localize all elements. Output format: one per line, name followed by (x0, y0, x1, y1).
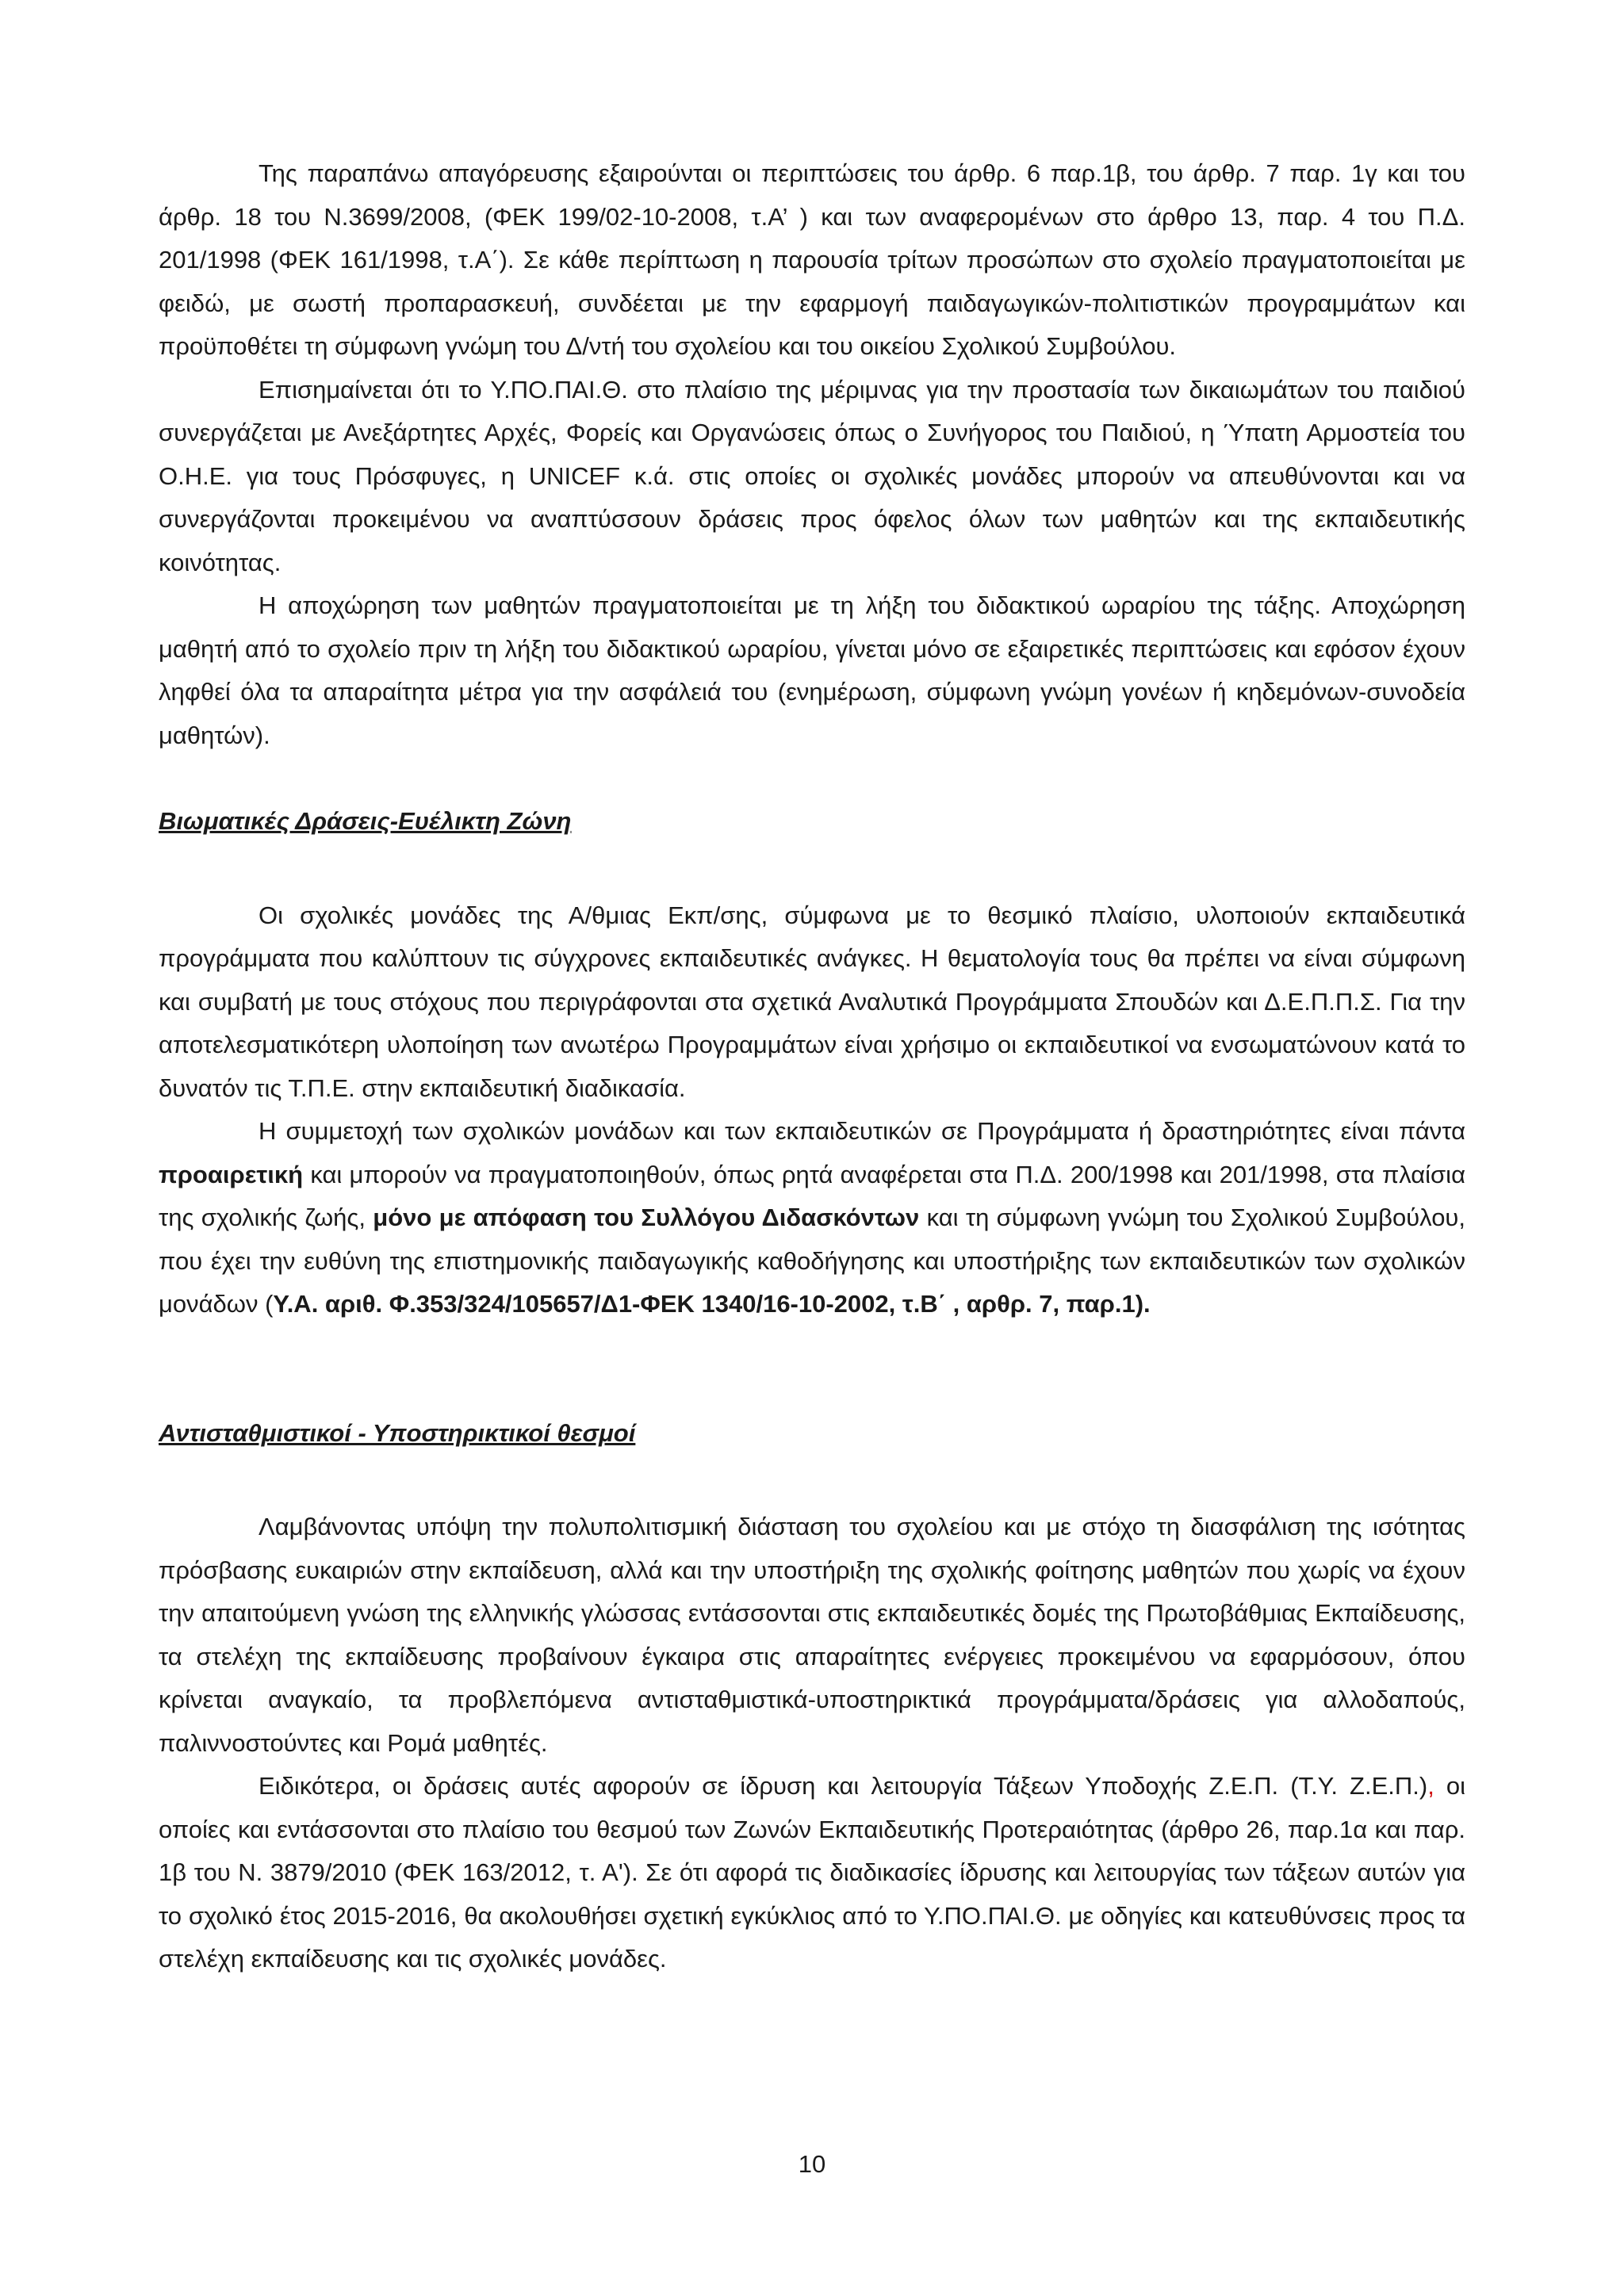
spacer (159, 844, 1465, 894)
paragraph-exceptions: Της παραπάνω απαγόρευσης εξαιρούνται οι περιπτώσεις του άρθρ. 6 παρ.1β, του άρθρ. 7 παρ. 1γ και του άρθρ. 18 του Ν.3699/2008, (ΦΕΚ 199/02-10-2008, τ.Α’ ) και των αναφερομένων στο άρθρο 13, παρ. 4 του Π.Δ. 201/1998 (ΦΕΚ 161/1998, τ.Α΄). Σε κάθε περίπτωση η παρουσία τρίτων προσώπων στο σχολείο πραγματοποιείται με φειδώ, με σωστή προπαρασκευή, συνδέεται με την εφαρμογή παιδαγωγικών-πολιτιστικών προγραμμάτων και προϋποθέτει τη σύμφωνη γνώμη του Δ/ντή του σχολείου και του οικείου Σχολικού Συμβούλου. (159, 159, 1465, 360)
page-number: 10 (798, 2150, 826, 2178)
bold-teachers-council: μόνο με απόφαση του Συλλόγου Διδασκόντων (373, 1203, 920, 1231)
paragraph-student-departure: Η αποχώρηση των μαθητών πραγματοποιείται με τη λήξη του διδακτικού ωραρίου της τάξης. Αποχώρηση μαθητή από το σχολείο πριν τη λήξη του διδακτικού ωραρίου, γίνεται μόνο σε εξαιρετικές περιπτώσεις και εφόσον έχουν ληφθεί όλα τα απαραίτητα μέτρα για την ασφάλειά του (ενημέρωση, σύμφωνη γνώμη γονέων ή κηδεμόνων-συνοδεία μαθητών). (159, 591, 1465, 749)
paragraph-child-rights: Επισημαίνεται ότι το Υ.ΠΟ.ΠΑΙ.Θ. στο πλαίσιο της μέριμνας για την προστασία των δικαιωμάτων του παιδιού συνεργάζεται με Ανεξάρτητες Αρχές, Φορείς και Οργανώσεις όπως ο Συνήγορος του Παιδιού, η Ύπατη Αρμοστεία του Ο.Η.Ε. για τους Πρόσφυγες, η UNICEF κ.ά. στις οποίες οι σχολικές μονάδες μπορούν να απευθύνονται και να συνεργάζονται προκειμένου να αναπτύσσουν δράσεις προς όφελος όλων των μαθητών και της εκπαιδευτικής κοινότητας. (159, 375, 1465, 576)
text-run: οι οποίες και εντάσσονται στο πλαίσιο του θεσμού των Ζωνών Εκπαιδευτικής Προτεραιότητας (άρθρο 26, παρ.1α και παρ. 1β του Ν. 3879/2010 (ΦΕΚ 163/2012, τ. Α'). Σε ότι αφορά τις διαδικασίες ίδρυσης και λειτουργίας των τάξεων αυτών για το σχολικό έτος 2015-2016, θα ακολουθήσει σχετική εγκύκλιος από το Υ.ΠΟ.ΠΑΙ.Θ. με οδηγίες και κατευθύνσεις προς τα στελέχη εκπαίδευσης και τις σχολικές μονάδες. (159, 1772, 1465, 1973)
text-run: Ειδικότερα, οι δράσεις αυτές αφορούν σε ίδρυση και λειτουργία Τάξεων Υποδοχής Ζ.Ε.Π. (Τ.Υ. Ζ.Ε.Π.) (259, 1772, 1428, 1800)
text-run: Η συμμετοχή των σχολικών μονάδων και των εκπαιδευτικών σε Προγράμματα ή δραστηριότητες είναι πάντα (259, 1117, 1465, 1145)
text-run: και μπορούν να πραγματοποιηθούν, όπως ρητά αναφέρεται στα Π.Δ. 200/1998 και 201/1998, στα πλαίσια της σχολικής ζωής, (159, 1160, 1465, 1231)
paragraph-multicultural: Λαμβάνοντας υπόψη την πολυπολιτισμική διάσταση του σχολείου και με στόχο τη διασφάλιση της ισότητας πρόσβασης ευκαιριών στην εκπαίδευση, αλλά και την υποστήριξη της σχολικής φοίτησης μαθητών που χωρίς να έχουν την απαιτούμενη γνώση της ελληνικής γλώσσας εντάσσονται στις εκπαιδευτικές δομές της Πρωτοβάθμιας Εκπαίδευσης, τα στελέχη της εκπαίδευσης προβαίνουν έγκαιρα στις απαραίτητες ενέργειες προκειμένου να εφαρμόσουν, όπου κρίνεται αναγκαίο, τα προβλεπόμενα αντισταθμιστικά-υποστηρικτικά προγράμματα/δράσεις για αλλοδαπούς, παλιννοστούντες και Ρομά μαθητές. (159, 1513, 1465, 1757)
paragraph-school-programs: Οι σχολικές μονάδες της Α/θμιας Εκπ/σης, σύμφωνα με το θεσμικό πλαίσιο, υλοποιούν εκπαιδευτικά προγράμματα που καλύπτουν τις σύγχρονες εκπαιδευτικές ανάγκες. Η θεματολογία τους θα πρέπει να είναι σύμφωνη και συμβατή με τους στόχους που περιγράφονται στα σχετικά Αναλυτικά Προγράμματα Σπουδών και Δ.Ε.Π.Π.Σ. Για την αποτελεσματικότερη υλοποίηση των ανωτέρω Προγραμμάτων είναι χρήσιμο οι εκπαιδευτικοί να ενσωματώνουν κατά το δυνατόν τις Τ.Π.Ε. στην εκπαιδευτική διαδικασία. (159, 901, 1465, 1102)
section-heading-experiential-actions: Βιωματικές Δράσεις-Ευέλικτη Ζώνη (159, 807, 572, 835)
paragraph-reception-classes (159, 1765, 1465, 1981)
document-page (159, 152, 1465, 1981)
bold-optional: προαιρετική (159, 1160, 304, 1188)
red-comma: , (1427, 1772, 1434, 1800)
spacer (159, 1455, 1465, 1506)
text-run: και τη σύμφωνη γνώμη του Σχολικού Συμβούλου, που έχει την ευθύνη της επιστημονικής παιδαγωγικής καθοδήγησης και υποστήριξης των εκπαιδευτικών των σχολικών μονάδων ( (159, 1203, 1466, 1318)
spacer (159, 1326, 1465, 1412)
bold-ministerial-decision: Υ.Α. αριθ. Φ.353/324/105657/Δ1-ΦΕΚ 1340/16-10-2002, τ.Β΄ , αρθρ. 7, παρ.1). (273, 1290, 1151, 1318)
section-heading-compensatory-institutions: Αντισταθμιστικοί - Υποστηρικτικοί θεσμοί (159, 1418, 636, 1447)
spacer (159, 757, 1465, 800)
paragraph-participation (159, 1110, 1465, 1326)
